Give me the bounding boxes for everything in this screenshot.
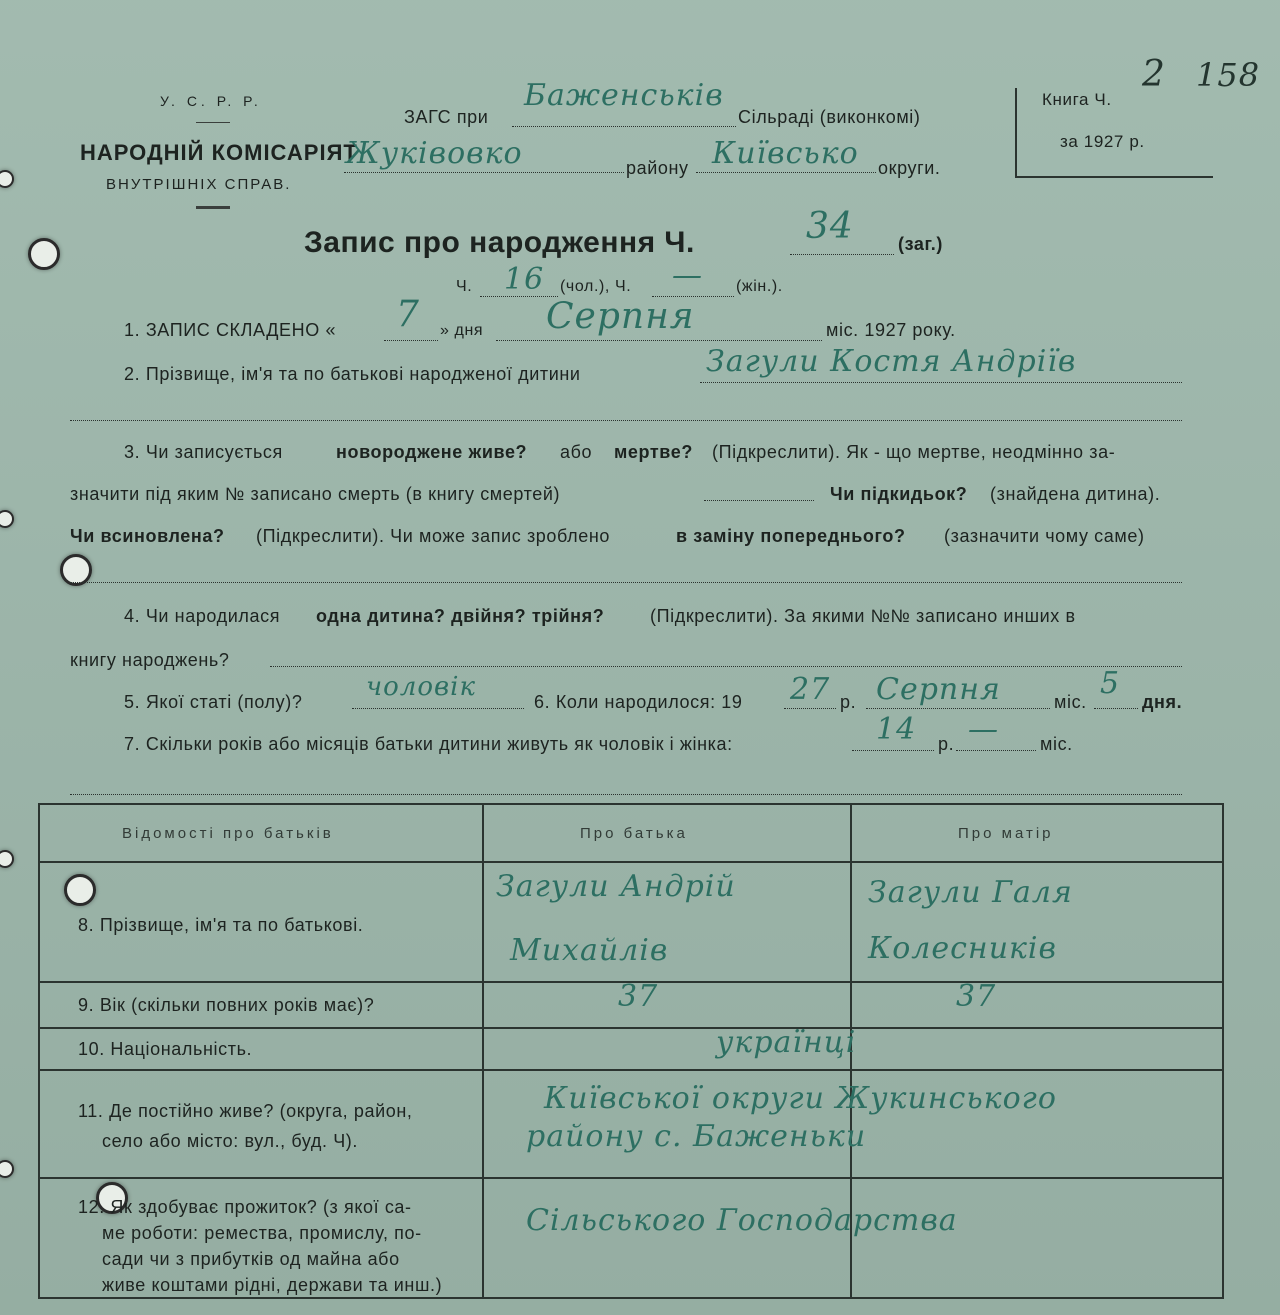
usrr-label: У. С. Р. Р. — [160, 93, 262, 109]
item4-line1a: 4. Чи народилася — [124, 606, 281, 626]
mother-name-value: Загули Галя — [868, 875, 1073, 910]
dotted-line — [866, 708, 1050, 709]
zags-village-value: Баженськів — [524, 78, 724, 113]
dotted-line — [852, 750, 934, 751]
item1-day-value: 7 — [396, 294, 420, 335]
table-row-label: 12. Як здобуває прожиток? (з якої са- — [78, 1197, 412, 1217]
dotted-line — [700, 382, 1182, 383]
female-suffix: (жін.). — [736, 278, 783, 295]
rayon-value: Жуківовко — [346, 136, 523, 171]
selradi-label: Сільраді (виконкомі) — [738, 107, 921, 127]
punch-hole — [0, 510, 14, 528]
dotted-line — [70, 420, 1182, 421]
item4-line2: книгу народжень? — [70, 650, 230, 670]
item7-months-value: — — [968, 712, 999, 747]
item5-label: 5. Якої статі (полу)? — [124, 692, 303, 712]
item1-month-value: Серпня — [546, 296, 695, 337]
table-row-label: живе коштами рідні, держави та инш.) — [102, 1275, 443, 1295]
table-header-mother: Про матір — [958, 825, 1054, 842]
mother-age-value: 37 — [956, 979, 997, 1014]
father-name-value: Загули Андрій — [496, 869, 736, 904]
item5-value: чоловік — [366, 672, 477, 702]
item6-year-value: 27 — [790, 672, 831, 707]
table-row-label: 10. Національність. — [78, 1039, 253, 1059]
book-label: Книга Ч. — [1042, 90, 1112, 109]
dotted-line — [696, 172, 876, 173]
item4-line1c: (Підкреслити). За якими №№ записано инших в — [650, 606, 1076, 626]
book-year-label: за 1927 р. — [1060, 132, 1145, 151]
item3-line1a: 3. Чи записується — [124, 442, 283, 462]
table-header-father: Про батька — [580, 825, 688, 842]
item3-line3c: в заміну попереднього? — [676, 526, 906, 546]
nationality-value: українці — [716, 1025, 857, 1060]
total-number-value: 34 — [806, 206, 854, 247]
dotted-line — [352, 708, 524, 709]
item7-years-value: 14 — [876, 712, 917, 747]
table-row-label: 8. Прізвище, ім'я та по батькові. — [78, 915, 364, 935]
punch-hole — [0, 1160, 14, 1178]
item7-label: 7. Скільки років або місяців батьки дитини живуть як чоловік і жінка: — [124, 734, 733, 754]
item3-line3b: (Підкреслити). Чи може запис зроблено — [256, 526, 610, 546]
table-row-label: сади чи з прибутків од майна або — [102, 1249, 400, 1269]
item4-line1b: одна дитина? двійня? трійня? — [316, 606, 605, 626]
page-number-value: 158 — [1196, 56, 1261, 94]
male-suffix: (чол.), Ч. — [560, 278, 632, 295]
table-row-label: 11. Де постійно живе? (округа, район, — [78, 1101, 413, 1121]
item7-r: р. — [938, 734, 955, 754]
commissariat-label: НАРОДНІЙ КОМІСАРІЯТ — [80, 140, 358, 165]
dotted-line — [384, 340, 438, 341]
female-number-value: — — [672, 258, 703, 293]
father-patronymic-value: Михайлів — [510, 933, 669, 968]
row-divider — [40, 861, 1222, 863]
item3-line1d: мертве? — [614, 442, 693, 462]
okruha-value: Київсько — [712, 136, 859, 171]
item1-suffix: міс. 1927 року. — [826, 320, 956, 340]
divider — [196, 206, 230, 209]
dotted-line — [70, 582, 1182, 583]
zags-label: ЗАГС при — [404, 107, 489, 127]
item3-line2b: Чи підкидьок? — [830, 484, 968, 504]
item3-line3d: (зазначити чому саме) — [944, 526, 1145, 546]
mother-patronymic-value: Колесників — [868, 931, 1057, 966]
item7-mis: міс. — [1040, 734, 1073, 754]
internal-affairs-label: ВНУТРІШНІХ СПРАВ. — [106, 176, 292, 193]
book-number-value: 2 — [1142, 54, 1166, 95]
item3-line2c: (знайдена дитина). — [990, 484, 1161, 504]
item6-month-value: Серпня — [876, 672, 1001, 707]
item3-line1c: або — [560, 442, 593, 462]
item6-mis: міс. — [1054, 692, 1087, 712]
dotted-line — [956, 750, 1036, 751]
item3-line2a: значити під яким № записано смерть (в книгу смертей) — [70, 484, 561, 504]
residence-value-line2: району с. Баженьки — [526, 1119, 867, 1154]
father-age-value: 37 — [618, 979, 659, 1014]
item1-day-suffix: » дня — [440, 322, 484, 339]
parents-table — [38, 803, 1224, 1299]
punch-hole — [0, 170, 14, 188]
table-row-label: ме роботи: ремества, промислу, по- — [102, 1223, 422, 1243]
item2-value: Загули Костя Андріїв — [706, 344, 1077, 379]
rayon-label: району — [626, 158, 689, 178]
punch-hole — [28, 238, 60, 270]
column-divider — [482, 805, 484, 1297]
punch-hole — [0, 850, 14, 868]
item3-line1b: новороджене живе? — [336, 442, 528, 462]
table-row-label: 9. Вік (скільки повних років має)? — [78, 995, 375, 1015]
dotted-line — [1094, 708, 1138, 709]
item6-day-value: 5 — [1100, 666, 1121, 701]
divider — [196, 122, 230, 123]
table-row-label: село або місто: вул., буд. Ч). — [102, 1131, 358, 1151]
dotted-line — [344, 172, 624, 173]
item3-line3a: Чи всиновлена? — [70, 526, 225, 546]
row-divider — [40, 1177, 1222, 1179]
row-divider — [40, 1027, 1222, 1029]
item6-label: 6. Коли народилося: 19 — [534, 692, 743, 712]
livelihood-value: Сільського Господарства — [526, 1203, 958, 1238]
residence-value-line1: Київської округи Жукинського — [544, 1081, 1057, 1116]
dotted-line — [704, 500, 814, 501]
item3-line1e: (Підкреслити). Як - що мертве, неодмінно за- — [712, 442, 1116, 462]
dotted-line — [790, 254, 894, 255]
dotted-line — [784, 708, 836, 709]
dotted-line — [512, 126, 736, 127]
dotted-line — [70, 794, 1182, 795]
dotted-line — [270, 666, 1182, 667]
item2-label: 2. Прізвище, ім'я та по батькові народженої дитини — [124, 364, 581, 384]
ch-label: Ч. — [456, 278, 473, 295]
male-number-value: 16 — [504, 262, 545, 297]
item6-r: р. — [840, 692, 857, 712]
item1-prefix: 1. ЗАПИС СКЛАДЕНО « — [124, 320, 337, 340]
okruha-label: округи. — [878, 158, 941, 178]
total-suffix: (заг.) — [898, 234, 944, 254]
item6-dnia: дня. — [1142, 692, 1183, 712]
page-title: Запис про народження Ч. — [304, 226, 695, 259]
dotted-line — [496, 340, 822, 341]
row-divider — [40, 1069, 1222, 1071]
table-header-info: Відомості про батьків — [122, 825, 334, 842]
